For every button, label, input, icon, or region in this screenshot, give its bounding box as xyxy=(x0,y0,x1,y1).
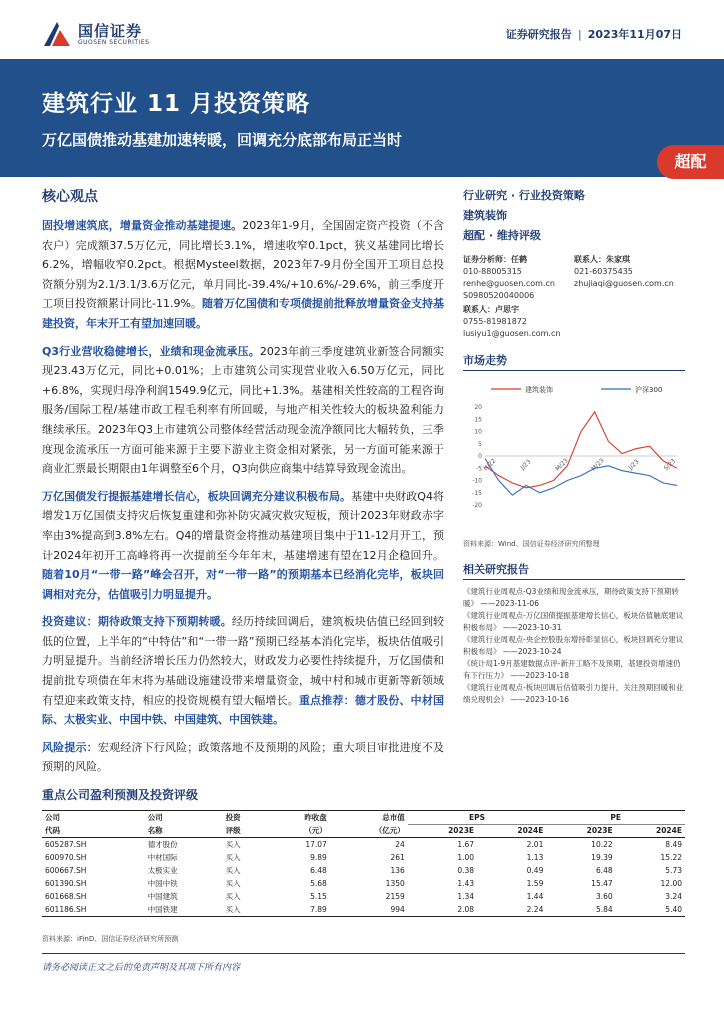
table-cell: 1.00 xyxy=(457,853,475,862)
x-tick-label: J/23 xyxy=(519,458,533,472)
table-cell: 中材国际 xyxy=(147,853,178,862)
paragraph-heading: 风险提示： xyxy=(42,740,98,754)
table-cell: 1.43 xyxy=(457,879,475,888)
footer-divider xyxy=(42,953,685,954)
chart-source: 资料来源：Wind、国信证券经济研究所整理 xyxy=(463,540,600,548)
related-report-item[interactable]: 《统计局1-9月基建数据点评-新开工略不及预期，基建投资增速仍有下行压力》 ——2023-10-18 xyxy=(463,659,681,680)
table-row xyxy=(42,903,685,917)
header-cell: （元） xyxy=(268,824,330,838)
table-cell: 1.44 xyxy=(526,892,544,901)
table-cell: 德才股份 xyxy=(147,840,178,849)
title-banner xyxy=(0,59,724,177)
table-cell: 261 xyxy=(390,853,405,862)
paragraph-body: 基建中央财政Q4将增发1万亿国债支持灾后恢复重建和弥补防灾减灾救灾短板，预计2023年财政赤字率由3%提高到3.8%左右。Q4的增量资金将推动基建项目集中于11-12月开工，预计2024年初开工高峰将再一次提前至今年年末，基建增速有望在12月企稳回升。 xyxy=(42,489,445,562)
analyst-email[interactable]: renhe@guosen.com.cn xyxy=(463,279,555,288)
rating-tag: 超配 xyxy=(657,145,724,179)
related-reports-title: 相关研究报告 xyxy=(463,561,685,580)
table-cell: 买入 xyxy=(223,903,268,917)
table-cell: 2.01 xyxy=(526,840,544,849)
sidebar xyxy=(463,186,685,706)
paragraph-fixed-investment xyxy=(42,216,444,334)
table-cell: 1.13 xyxy=(526,853,544,862)
paragraph-body: 宏观经济下行风险；政策落地不及预期的风险；重大项目审批进度不及预期的风险。 xyxy=(42,740,444,774)
header-cell: 昨收盘 xyxy=(268,811,330,825)
paragraph-q3-results xyxy=(42,342,444,479)
table-cell: 5.68 xyxy=(310,879,327,888)
y-tick-label: 5 xyxy=(478,440,482,448)
legend-label: 建筑装饰 xyxy=(525,386,553,394)
report-date: 2023年11月07日 xyxy=(587,28,682,41)
contact-name: 联系人：朱家琪 xyxy=(574,255,630,264)
related-report-item[interactable]: 《建筑行业周观点-央企控股股东增持彰显信心，板块回调充分建议积极布局》 ——2023-10-24 xyxy=(463,635,684,656)
y-tick-label: -5 xyxy=(476,465,482,473)
industry-rating: 超配 · 维持评级 xyxy=(463,229,541,242)
logo-text-cn: 国信证券 xyxy=(78,22,143,40)
header-cell: 2023E xyxy=(408,824,477,838)
series-line xyxy=(485,412,677,488)
paragraph-heading: 固投增速筑底，增量资金推动基建提速。 xyxy=(42,219,243,232)
table-cell: 15.22 xyxy=(660,853,682,862)
table-cell: 994 xyxy=(330,903,408,917)
analyst-cert: S0980520040006 xyxy=(463,291,535,300)
series-line xyxy=(485,459,677,496)
analyst-contacts xyxy=(463,254,685,340)
table-cell: 1.34 xyxy=(457,892,475,901)
table-cell: 买入 xyxy=(225,879,241,888)
table-source: 资料来源：iFinD、国信证券经济研究所预测 xyxy=(42,935,179,943)
table-header-row xyxy=(42,824,685,838)
header-cell: 2024E xyxy=(616,824,685,838)
table-row xyxy=(42,864,685,877)
table-cell: 1350 xyxy=(385,879,405,888)
market-trend-svg xyxy=(463,377,685,537)
logo-mark-icon xyxy=(42,20,72,48)
table-cell: 1.59 xyxy=(526,879,544,888)
table-cell: 2159 xyxy=(385,892,405,901)
table-row xyxy=(42,877,685,890)
header-cell: 公司 xyxy=(42,811,145,825)
report-type: 证券研究报告 xyxy=(505,28,572,41)
table-cell: 2.08 xyxy=(408,903,477,917)
table-cell: 0.49 xyxy=(526,866,544,875)
header-cell: 评级 xyxy=(223,824,268,838)
table-cell: 太极实业 xyxy=(147,866,178,875)
paragraph-risk xyxy=(42,738,444,777)
header-cell: 代码 xyxy=(42,824,145,838)
table-cell: 5.84 xyxy=(546,903,615,917)
table-cell: 买入 xyxy=(225,892,241,901)
related-report-item[interactable]: 《建筑行业周观点-万亿国债提振基建增长信心，板块估值触底建议积极布局》 ——2023-10-31 xyxy=(463,611,684,632)
table-cell: 600667.SH xyxy=(45,866,87,875)
table-cell: 7.89 xyxy=(268,903,330,917)
header-group-pe: PE xyxy=(546,811,685,825)
table-cell: 10.22 xyxy=(591,840,613,849)
table-cell: 5.40 xyxy=(616,903,685,917)
table-cell: 中国铁建 xyxy=(145,903,223,917)
header-cell: 名称 xyxy=(145,824,223,838)
footer-disclaimer: 请务必阅读正文之后的免责声明及其项下所有内容 xyxy=(42,963,241,973)
stock-forecast-table xyxy=(42,810,685,917)
market-trend-chart xyxy=(463,377,685,537)
report-info xyxy=(506,26,682,42)
table-cell: 601186.SH xyxy=(42,903,145,917)
core-views xyxy=(42,186,444,785)
table-cell: 136 xyxy=(390,866,405,875)
header-group-eps: EPS xyxy=(408,811,547,825)
table-cell: 3.60 xyxy=(595,892,613,901)
contact-phone: 021-60375435 xyxy=(574,267,633,276)
y-tick-label: 10 xyxy=(474,428,482,436)
core-views-title: 核心观点 xyxy=(42,189,98,205)
table-cell: 12.00 xyxy=(660,879,682,888)
y-tick-label: -10 xyxy=(472,477,482,485)
table-header-row xyxy=(42,811,685,825)
recommend-list: 德才股份、中材国际、太极实业、中国中铁、中国建筑、中国铁建。 xyxy=(42,693,445,727)
header-cell: 2024E xyxy=(477,824,546,838)
analyst-name: 证券分析师：任鹤 xyxy=(463,255,527,264)
table-cell: 5.73 xyxy=(665,866,682,875)
table-cell: 600970.SH xyxy=(45,853,87,862)
table-cell: 601390.SH xyxy=(45,879,87,888)
related-report-item[interactable]: 《建筑行业周观点-板块回调后估值吸引力提升，关注预期回暖和业绩兑现机会》 ——2023-10-16 xyxy=(463,683,684,704)
x-tick-label: M/23 xyxy=(590,457,606,473)
table-cell: 3.24 xyxy=(665,892,682,901)
paragraph-heading: Q3行业营收稳健增长，业绩和现金流承压。 xyxy=(42,344,260,358)
x-tick-label: M/23 xyxy=(554,457,570,473)
paragraph-treasury-bonds xyxy=(42,487,444,605)
table-row xyxy=(42,838,685,852)
paragraph-highlight: 随着10月“一带一路”峰会召开，对“一带一路”的预期基本已经消化完毕，板块回调相对充分，估值吸引力明显提升。 xyxy=(42,568,444,601)
header-cell: （亿元） xyxy=(330,824,408,838)
table-cell: 中国中铁 xyxy=(147,879,178,888)
x-tick-label: J/23 xyxy=(627,458,641,472)
table-cell: 买入 xyxy=(225,853,241,862)
paragraph-investment-advice xyxy=(42,612,444,730)
report-category: 行业研究 · 行业投资策略 xyxy=(463,189,585,202)
table-cell: 0.38 xyxy=(457,866,475,875)
table-title: 重点公司盈利预测及投资评级 xyxy=(42,788,199,802)
page-header xyxy=(0,0,724,58)
table-cell: 6.48 xyxy=(310,866,327,875)
header-cell: 总市值 xyxy=(330,811,408,825)
y-tick-label: 20 xyxy=(474,404,482,411)
header-cell: 2023E xyxy=(546,824,615,838)
paragraph-body: 2023年前三季度建筑业新签合同额实现23.43万亿元，同比+0.01%；上市建筑公司实现营业收入6.50万亿元，同比+6.8%，实现归母净利润1549.9亿元，同比+1.3%。基建相关性较高的工程咨询服务/国际工程/基建市政工程毛利率有所回暖，与地产相关性较大的板块盈利能力继续承压。2023年Q3上市建筑公司整体经营活动现金流净额同比大幅转负，三季度现金流承压一方面可能来源于主要下游业主资金相对紧张，另一方面可能来源于商业汇票最长期限由1年调整至6个月，Q3向供应商集中结算导致现金流出。 xyxy=(42,344,444,476)
paragraph-highlight: 随着万亿国债和专项债提前批释放增量资金支持基建投资，年末开工有望加速回暖。 xyxy=(42,297,445,330)
report-title: 建筑行业 11 月投资策略 xyxy=(42,91,311,117)
table-cell: 17.07 xyxy=(305,840,327,849)
x-tick-label: S/23 xyxy=(662,457,678,473)
report-subtitle: 万亿国债推动基建加速转暖，回调充分底部布局正当时 xyxy=(42,131,403,149)
table-cell: 买入 xyxy=(225,840,241,849)
y-tick-label: 15 xyxy=(474,416,482,424)
table-cell: 24 xyxy=(395,840,405,849)
paragraph-body: 2023年1-9月，全国固定资产投资（不含农户）完成额37.5万亿元，同比增长3.1%，增速收窄0.1pct，狭义基建同比增长6.2%，增幅收窄0.2pct。根据Mysteel数据，2023年7-9月份全国开工项目总投资额分别为2.1/3.1/3.6万亿元，单月同比-39.4%/+10.6%/-29.6%，前三季度开工项目投资额累计同比-11.9%。 xyxy=(42,219,444,311)
legend-label: 沪深300 xyxy=(635,386,663,394)
table-cell: 8.49 xyxy=(665,840,682,849)
logo-text-en: GUOSEN SECURITIES xyxy=(78,39,150,46)
y-tick-label: 0 xyxy=(478,453,482,460)
market-trend-title: 市场走势 xyxy=(463,352,685,371)
related-reports-list xyxy=(463,586,685,705)
table-cell: 5.15 xyxy=(310,892,327,901)
paragraph-heading: 万亿国债发行提振基建增长信心，板块回调充分建议积极布局。 xyxy=(42,489,352,503)
table-cell: 605287.SH xyxy=(45,840,87,849)
table-cell: 买入 xyxy=(225,866,241,875)
table-cell: 19.39 xyxy=(591,853,613,862)
x-tick-label: N/22 xyxy=(482,457,498,473)
analyst-phone: 010-88005315 xyxy=(463,267,522,276)
separator: | xyxy=(577,28,582,41)
header-cell: 投资 xyxy=(223,811,268,825)
y-tick-label: -15 xyxy=(472,489,482,497)
header-cell: 公司 xyxy=(145,811,223,825)
table-cell: 6.48 xyxy=(595,866,613,875)
table-cell: 2.24 xyxy=(477,903,546,917)
table-row xyxy=(42,851,685,864)
recommend-label: 重点推荐： xyxy=(298,693,355,707)
industry-name: 建筑装饰 xyxy=(463,209,507,222)
paragraph-heading: 投资建议：期待政策支持下预期转暖。 xyxy=(42,615,232,629)
table-cell: 1.67 xyxy=(457,840,475,849)
contact-email[interactable]: lusiyu1@guosen.com.cn xyxy=(463,329,561,338)
y-tick-label: -20 xyxy=(472,502,482,509)
contact-email[interactable]: zhujiaqi@guosen.com.cn xyxy=(574,279,674,288)
paragraph-body: 经历持续回调后，建筑板块估值已经回到较低的位置，上半年的“中特估”和“一带一路”预期已经基本消化完毕，板块估值吸引力明显提升。当前经济增长压力仍然较大，财政发力必要性持续提升，万亿国债和提前批专项债在年末将为基础设施建设带来增量资金，城中村和城市更新等新领域有望迎来政策支持，相应的投资规模有望大幅增长。 xyxy=(42,615,445,707)
table-cell: 中国建筑 xyxy=(147,892,178,901)
related-report-item[interactable]: 《建筑行业周观点-Q3业绩和现金流承压，期待政策支持下预期转暖》 ——2023-11-06 xyxy=(463,587,679,608)
contact-name: 联系人：卢思宇 xyxy=(463,305,519,314)
contact-phone: 0755-81981872 xyxy=(463,317,527,326)
table-cell: 9.89 xyxy=(310,853,327,862)
guosen-logo xyxy=(42,18,182,52)
table-cell: 15.47 xyxy=(591,879,613,888)
table-row xyxy=(42,890,685,903)
table-cell: 601668.SH xyxy=(45,892,87,901)
